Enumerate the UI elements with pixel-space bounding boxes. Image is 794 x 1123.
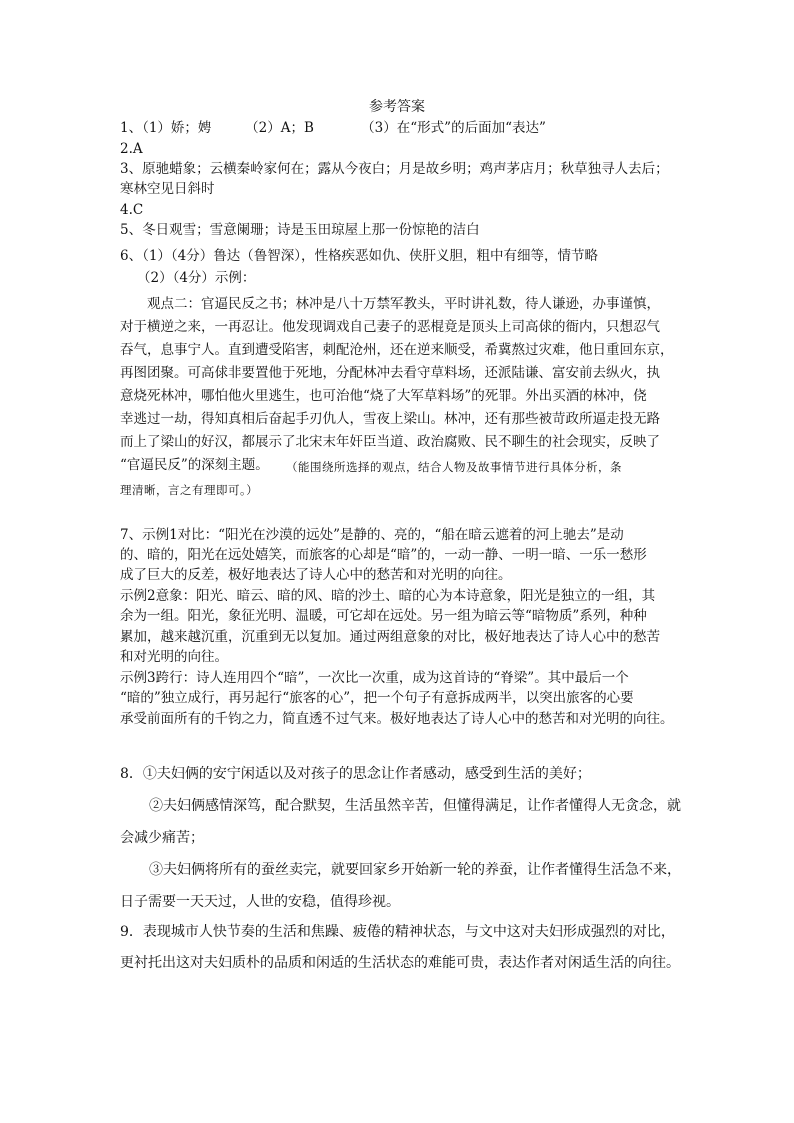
answer-6-para-line-1: 观点二：官逼民反之书；林冲是八十万禁军教头，平时讲礼数，待人谦逊，办事谨慎，: [147, 296, 660, 312]
answer-6-para-line-2: 对于横逆之来，一再忍让。他发现调戏自己妻子的恶棍竟是顶头上司高俅的衙内，只想忍气: [120, 319, 660, 335]
answer-6-part-1: 6、（1）（4分）鲁达（鲁智深），性格疾恶如仇、侠肝义胆，粗中有细等，情节略: [120, 248, 599, 264]
answer-8-point-1: 8．①夫妇俩的安宁闲适以及对孩子的思念让作者感动，感受到生活的美好；: [120, 766, 591, 782]
answer-6-part-2: （2）（4分）示例：: [137, 270, 256, 286]
answer-7-line-3: 成了巨大的反差，极好地表达了诗人心中的愁苦和对光明的向往。: [120, 567, 512, 583]
page-title: 参考答案: [369, 99, 425, 115]
answer-8-point-3-cont: 日子需要一天天过，人世的安稳，值得珍视。: [120, 894, 400, 910]
answer-8-point-2-cont: 会减少痛苦；: [120, 830, 204, 846]
answer-6-para-line-7: 而上了梁山的好汉，都展示了北宋末年奸臣当道、政治腐败、民不聊生的社会现实，反映了: [120, 434, 660, 450]
answer-2: 2.A: [120, 141, 143, 157]
answer-7-line-5: 余为一组。阳光，象征光明、温暖，可它却在远处。另一组为暗云等“暗物质”系列，种种: [120, 608, 647, 624]
answer-8-point-3: ③夫妇俩将所有的蚕丝卖完，就要回家乡开始新一轮的养蚕，让作者懂得生活急不来，: [149, 862, 681, 878]
answer-1: 1、（1）娇；娉 （2）A；B （3）在“形式”的后面加“表达”: [120, 120, 546, 136]
answer-3-line-1: 3、原驰蜡象；云横秦岭家何在；露从今夜白；月是故乡明；鸡声茅店月；秋草独寻人去后；: [120, 161, 669, 177]
answer-6-para-line-6: 幸逃过一劫，得知真相后奋起手刃仇人，雪夜上梁山。林冲，还有那些被苛政所逼走投无路: [120, 411, 660, 427]
answer-7-line-7: 和对光明的向往。: [120, 649, 228, 665]
answer-6-para-line-3: 吞气，息事宁人。直到遭受陷害，刺配沧州，还在逆来顺受，希冀熬过灾难，他日重回东京，: [120, 342, 674, 358]
answer-7-line-1: 7、示例1对比：“阳光在沙漠的远处”是静的、亮的，“船在暗云遮着的河上驰去”是动: [120, 527, 624, 543]
answer-7-line-9: “暗的”独立成行，再另起行“旅客的心”，把一个句子有意拆成两半，以突出旅客的心要: [120, 690, 634, 706]
answer-4: 4.C: [120, 202, 144, 218]
answer-9-line-2: 更衬托出这对夫妇质朴的品质和闲适的生活状态的难能可贵，表达作者对闲适生活的向往。: [120, 955, 680, 971]
answer-6-para-line-5: 意烧死林冲，哪怕他火里逃生，也可治他“烧了大军草料场”的死罪。外出买酒的林冲，侥: [120, 388, 647, 404]
scoring-note-line-2: 理清晰，言之有理即可。）: [120, 483, 259, 497]
scoring-note-line-1: （能围绕所选择的观点，结合人物及故事情节进行具体分析，条: [286, 460, 622, 474]
answer-5: 5、冬日观雪；雪意阑珊；诗是玉田琼屋上那一份惊艳的洁白: [120, 222, 480, 238]
answer-7-line-2: 的、暗的，阳光在远处嬉笑，而旅客的心却是“暗”的，一动一静、一明一暗、一乐一愁形: [120, 547, 647, 563]
answer-7-line-10: 承受前面所有的千钧之力，简直透不过气来。极好地表达了诗人心中的愁苦和对光明的向往。: [120, 711, 674, 727]
answer-7-line-8: 示例3跨行：诗人连用四个“暗”，一次比一次重，成为这首诗的“脊梁”。其中最后一个: [120, 670, 629, 686]
answer-7-line-4: 示例2意象：阳光、暗云、暗的风、暗的沙土、暗的心为本诗意象，阳光是独立的一组，其: [120, 588, 656, 604]
answer-8-point-2: ②夫妇俩感情深笃，配合默契，生活虽然辛苦，但懂得满足，让作者懂得人无贪念，就: [149, 798, 681, 814]
answer-9-line-1: 9．表现城市人快节奏的生活和焦躁、疲倦的精神状态，与文中这对夫妇形成强烈的对比，: [120, 924, 675, 940]
answer-6-para-line-4: 再图团聚。可高俅非要置他于死地，分配林冲去看守草料场，还派陆谦、富安前去纵火，执: [120, 365, 660, 381]
answer-3-line-2: 寒林空见日斜时: [120, 181, 215, 197]
answer-6-para-line-8: “官逼民反”的深刻主题。: [120, 457, 269, 473]
answer-7-line-6: 累加，越来越沉重，沉重到无以复加。通过两组意象的对比，极好地表达了诗人心中的愁苦: [120, 629, 660, 645]
